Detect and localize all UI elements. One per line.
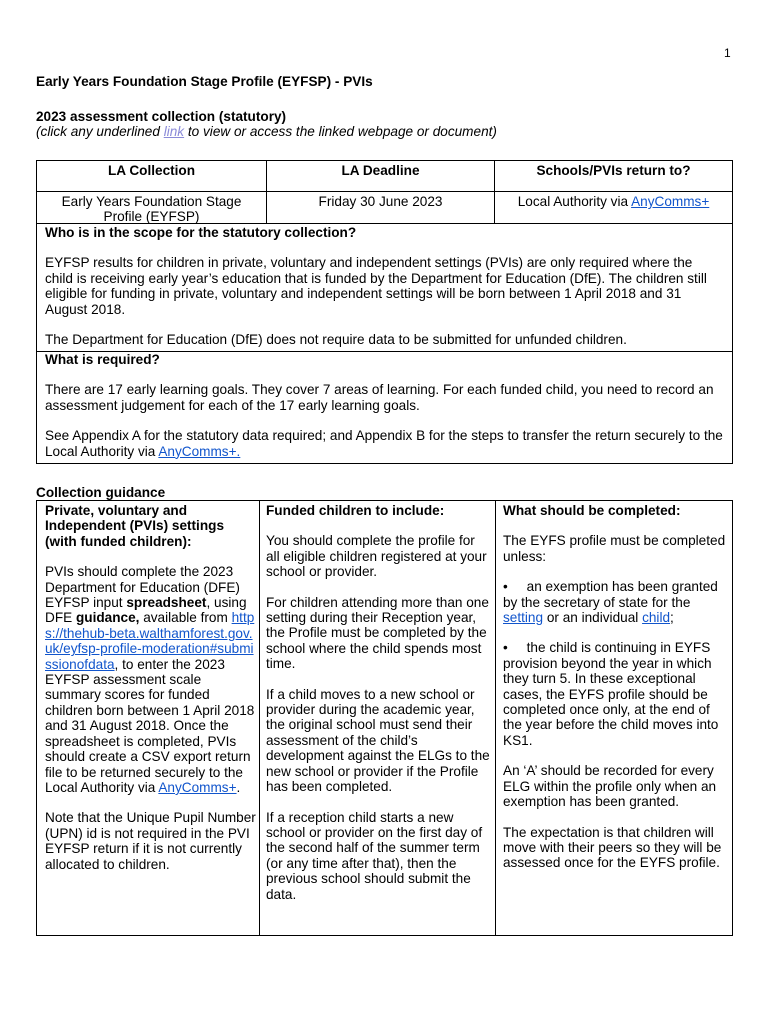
funded-paragraph-2: For children attending more than one setting during their Reception year, the Profile must be completed by the school where the child spends most time. [266,594,489,672]
child-link[interactable]: child [642,610,671,626]
document-title: Early Years Foundation Stage Profile (EYFSP) - PVIs [36,74,373,89]
col-divider [259,501,260,935]
cell-collection: Early Years Foundation Stage Profile (EYFSP) [61,194,242,225]
anycomms-link-2[interactable]: AnyComms+. [158,443,241,459]
cell-return-to [495,194,732,209]
anycomms-link-3[interactable]: AnyComms+ [158,779,237,795]
bullet-icon: • [503,640,508,656]
bullet-exemption [503,579,729,625]
cell-deadline: Friday 30 June 2023 [318,194,443,209]
anycomms-link[interactable]: AnyComms+ [631,194,710,209]
funded-column [266,503,491,917]
exemption-text-a: an exemption has been granted by the secretary of state for the [503,579,718,610]
page-number: 1 [724,46,731,60]
completed-paragraph-2: An ‘A’ should be recorded for every ELG within the profile only when an exemption has been granted. [503,763,717,810]
collection-table [36,160,733,464]
link-note [36,124,497,139]
completed-paragraph-3: The expectation is that children will move with their peers so they will be assessed once for the EYFS profile. [503,824,722,871]
header-return-to: Schools/PVIs return to? [536,163,691,178]
link-note-after: to view or access the linked webpage or document) [184,124,497,139]
document-subtitle: 2023 assessment collection (statutory) [36,109,287,124]
pvi-text-a: PVIs should complete the 2023 Department for Education (DFE) EYFSP input [45,564,240,611]
spreadsheet-bold: spreadsheet [126,595,207,611]
thehub-link[interactable]: https://thehub-beta.walthamforest.gov.uk/eyfsp-profile-moderation#submissionofdata [45,610,255,672]
col-divider [495,501,496,935]
funded-heading: Funded children to include: [266,503,445,518]
pvi-text-b: , using DFE [45,595,247,626]
pvi-heading: Private, voluntary and Independent (PVIs) settings (with funded children): [45,503,225,549]
row-divider [37,191,732,192]
scope-section [45,225,724,362]
scope-paragraph-1: EYFSP results for children in private, voluntary and independent settings (PVIs) are only required where the child is receiving early year’s education that is funded by the Department for Education (DfE). The children still eligible for funding in private, voluntary and independent settings will be born between 1 April 2018 and 31 August 2018. [45,255,707,317]
continuing-text: the child is continuing in EYFS provision beyond the year in which they turn 5. In these exceptional cases, the EYFS profile should be completed once only, at the end of the year before the child moves into KS1. [503,640,719,748]
required-paragraph-2 [45,428,724,459]
pvi-text-c: available from [139,610,232,626]
guidance-heading: Collection guidance [36,485,166,500]
required-p2-text: See Appendix A for the statutory data required; and Appendix B for the steps to transfer the return securely to the Local Authority via [45,428,723,459]
exemption-text-c: ; [670,610,674,626]
pvi-paragraph-1 [45,564,257,795]
required-paragraph-1: There are 17 early learning goals. They cover 7 areas of learning. For each funded child, you need to record an assessment judgement for each of the 17 early learning goals. [45,382,714,413]
funded-paragraph-1: You should complete the profile for all eligible children registered at your school or provider. [266,533,487,580]
required-heading: What is required? [45,352,160,367]
guidance-table [36,500,733,936]
sample-link[interactable]: link [163,124,185,139]
header-la-deadline: LA Deadline [341,163,420,178]
scope-heading: Who is in the scope for the statutory collection? [45,225,357,240]
setting-link[interactable]: setting [503,610,544,626]
pvi-paragraph-2: Note that the Unique Pupil Number (UPN) id is not required in the PVI EYFSP return if it is not currently allocated to children. [45,810,256,872]
completed-heading: What should be completed: [503,503,681,518]
pvi-column [45,503,257,887]
funded-paragraph-4: If a reception child starts a new school or provider on the first day of the second half of the summer term (or any time after that), then the previous school should submit the data. [266,809,483,902]
return-prefix: Local Authority via [517,194,632,209]
pvi-text-e: . [236,779,241,795]
header-la-collection: LA Collection [107,163,196,178]
pvi-text-d: , to enter the 2023 EYFSP assessment scale summary scores for funded children born between 1 April 2018 and 31 August 2018. Once the spreadsheet is completed, PVIs should create a CSV export return file to be returned securely to the Local Authority via [45,656,255,795]
scope-paragraph-2: The Department for Education (DfE) does not require data to be submitted for unfunded children. [45,332,627,348]
funded-paragraph-3: If a child moves to a new school or provider during the academic year, the original school must send their assessment of the child’s development against the ELGs to the new school or provider if the Profile has been completed. [266,686,490,795]
exemption-text-b: or an individual [543,610,643,626]
completed-column [503,503,729,886]
link-note-before: (click any underlined [36,124,164,139]
completed-paragraph-1: The EYFS profile must be completed unless: [503,533,726,564]
required-section [45,352,724,474]
guidance-bold: guidance, [75,610,140,626]
bullet-icon: • [503,579,508,595]
bullet-continuing [503,640,729,748]
